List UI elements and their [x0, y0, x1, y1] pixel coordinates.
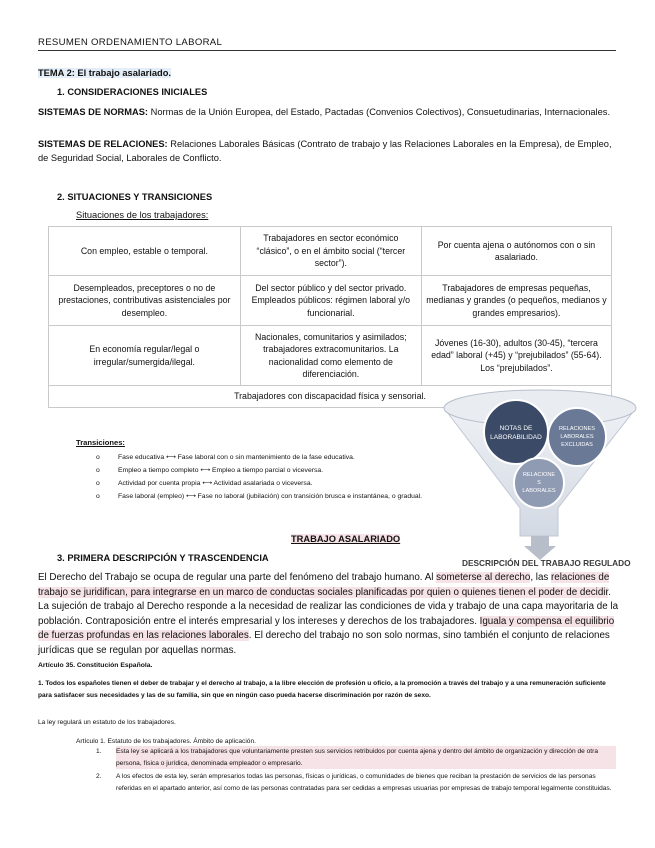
p1-highlight: someterse al derecho: [436, 572, 531, 583]
table-cell: Trabajadores en sector económico “clásico”, o en el ámbito social (“tercer sector”).: [240, 227, 421, 276]
table-cell: Trabajadores con discapacidad física y sensorial.: [49, 386, 612, 408]
p1-text: . El derecho del trabajo no son solo normas, sino también el conjunto de relaciones jurídicas que se regulan por aquellas normas.: [38, 630, 610, 656]
table-row: [49, 227, 612, 276]
list-item: [96, 464, 516, 477]
normas-label: SISTEMAS DE NORMAS:: [38, 107, 149, 117]
transicion-text: Fase educativa ⟷ Fase laboral con o sin mantenimiento de la fase educativa.: [118, 454, 355, 461]
list-item: [96, 451, 516, 464]
p1-text: , las: [530, 572, 552, 583]
art1-item: A los efectos de esta ley, serán empresarios todas las personas, físicas o jurídicas, o comunidades de bienes que reciban la prestación de servicios de las personas referidas en el apartado anterior, así como de las personas contratadas para ser cedidas a empresas usuarias por empresas de trabajo temporal legalmente constituidas.: [116, 773, 612, 792]
table-cell: Trabajadores de empresas pequeñas, medianas y grandes (o pequeños, medianos y grandes empresarios).: [421, 276, 611, 326]
arrow-down-icon: [524, 536, 556, 560]
p1-highlight: relaciones de trabajo se juridifican, para integrarse en un marco de conductas sociales planificadas por quien o quienes tienen el poder de decidir: [38, 572, 610, 598]
ley-text: La ley regulará un estatuto de los trabajadores.: [38, 719, 176, 726]
table-cell: Jóvenes (16-30), adultos (30-45), “tercera edad” laboral (+45) y “prejubilados” (55-64). Los “prejubilados”.: [421, 326, 611, 386]
relaciones-text: Relaciones Laborales Básicas (Contrato de trabajo y las Relaciones Laborales en la Empresa), de Empleo, de Seguridad Social, Laborales de Conflicto.: [38, 139, 612, 163]
table-cell: Desempleados, preceptores o no de prestaciones, contributivas asistenciales por desempleo.: [49, 276, 241, 326]
sistemas-relaciones: [38, 138, 618, 165]
page-header: RESUMEN ORDENAMIENTO LABORAL: [38, 37, 616, 51]
tema-title-text: : El trabajo asalariado.: [71, 68, 171, 78]
transiciones-list: [96, 451, 516, 503]
table-cell: Por cuenta ajena o autónomos con o sin asalariado.: [421, 227, 611, 276]
p1-text: . La sujeción de trabajo al Derecho responde a la necesidad de realizar las condiciones de vida y trabajo de una capa mayoritaria de la población. Contraposición entre el interés empresarial y los intereses y derechos de los trabajadores.: [38, 586, 619, 627]
trabajo-asalariado-title: TRABAJO ASALARIADO: [291, 534, 401, 544]
art1-num: 2.: [96, 773, 102, 780]
section3-heading: 3. PRIMERA DESCRIPCIÓN Y TRASCENDENCIA: [57, 553, 269, 563]
art1-num: 1.: [96, 748, 102, 755]
bullet-icon: o: [96, 467, 100, 474]
art1-title: Artículo 1. Estatuto de los trabajadores. Ámbito de aplicación.: [76, 738, 256, 745]
list-item: [96, 477, 516, 490]
transicion-text: Empleo a tiempo completo ⟷ Empleo a tiempo parcial o viceversa.: [118, 467, 324, 474]
section1-heading: 1. CONSIDERACIONES INICIALES: [57, 87, 208, 97]
bullet-icon: o: [96, 493, 100, 500]
transicion-text: Actividad por cuenta propia ⟷ Actividad asalariada o viceversa.: [118, 480, 313, 487]
circle3-text: RELACIONE S LABORALES: [522, 472, 556, 494]
art35-text: 1. Todos los españoles tienen el deber de trabajar y el derecho al trabajo, a la libre elección de profesión u oficio, a la promoción a través del trabajo y a una remuneración suficiente para satisfacer sus necesidades y las de su familia, sin que en ningún caso pueda hacerse discriminación por razón de sexo.: [38, 680, 606, 699]
situaciones-subheading: Situaciones de los trabajadores:: [76, 210, 209, 220]
sistemas-normas: [38, 106, 618, 120]
table-cell: Con empleo, estable o temporal.: [49, 227, 241, 276]
normas-text: Normas de la Unión Europea, del Estado, Pactadas (Convenios Colectivos), Consuetudinarias, Internacionales.: [148, 107, 611, 117]
table-cell: Del sector público y del sector privado. Empleados públicos: régimen laboral y/o funcionarial.: [240, 276, 421, 326]
transicion-text: Fase laboral (empleo) ⟷ Fase no laboral (jubilación) con transición brusca e instantánea, o gradual.: [118, 493, 423, 500]
p1-text: El Derecho del Trabajo se ocupa de regular una parte del fenómeno del trabajo humano. Al: [38, 572, 437, 583]
art1-item: Esta ley se aplicará a los trabajadores que voluntariamente presten sus servicios retribuidos por cuenta ajena y dentro del ámbito de organización y dirección de otra persona, física o jurídica, denominada empleador o empresario.: [116, 746, 616, 769]
section2-heading: 2. SITUACIONES Y TRANSICIONES: [57, 192, 213, 202]
diagram-caption: DESCRIPCIÓN DEL TRABAJO REGULADO: [462, 558, 631, 568]
table-cell: En economía regular/legal o irregular/sumergida/ilegal.: [49, 326, 241, 386]
transiciones-label: Transiciones:: [76, 438, 125, 447]
circle2-text: RELACIONES LABORALES EXCLUIDAS: [558, 426, 596, 448]
relaciones-label: SISTEMAS DE RELACIONES:: [38, 139, 168, 149]
table-row: [49, 276, 612, 326]
situaciones-table: [48, 226, 612, 408]
list-item: [96, 490, 516, 503]
table-cell: Nacionales, comunitarios y asimilados; trabajadores extracomunitarios. La nacionalidad como elemento de diferenciación.: [240, 326, 421, 386]
table-row: [49, 326, 612, 386]
tema-label: TEMA 2: [38, 68, 72, 78]
bullet-icon: o: [96, 454, 100, 461]
tema-title: [38, 67, 171, 81]
art35-title: Artículo 35. Constitución Española.: [38, 662, 153, 669]
section3-paragraph: [38, 571, 618, 659]
circle1-text: NOTAS DE LABORABILIDAD: [490, 425, 542, 441]
p1-highlight: Iguala y compensa el equilibrio de fuerzas profundas en las relaciones laborales: [38, 615, 615, 642]
bullet-icon: o: [96, 480, 100, 487]
